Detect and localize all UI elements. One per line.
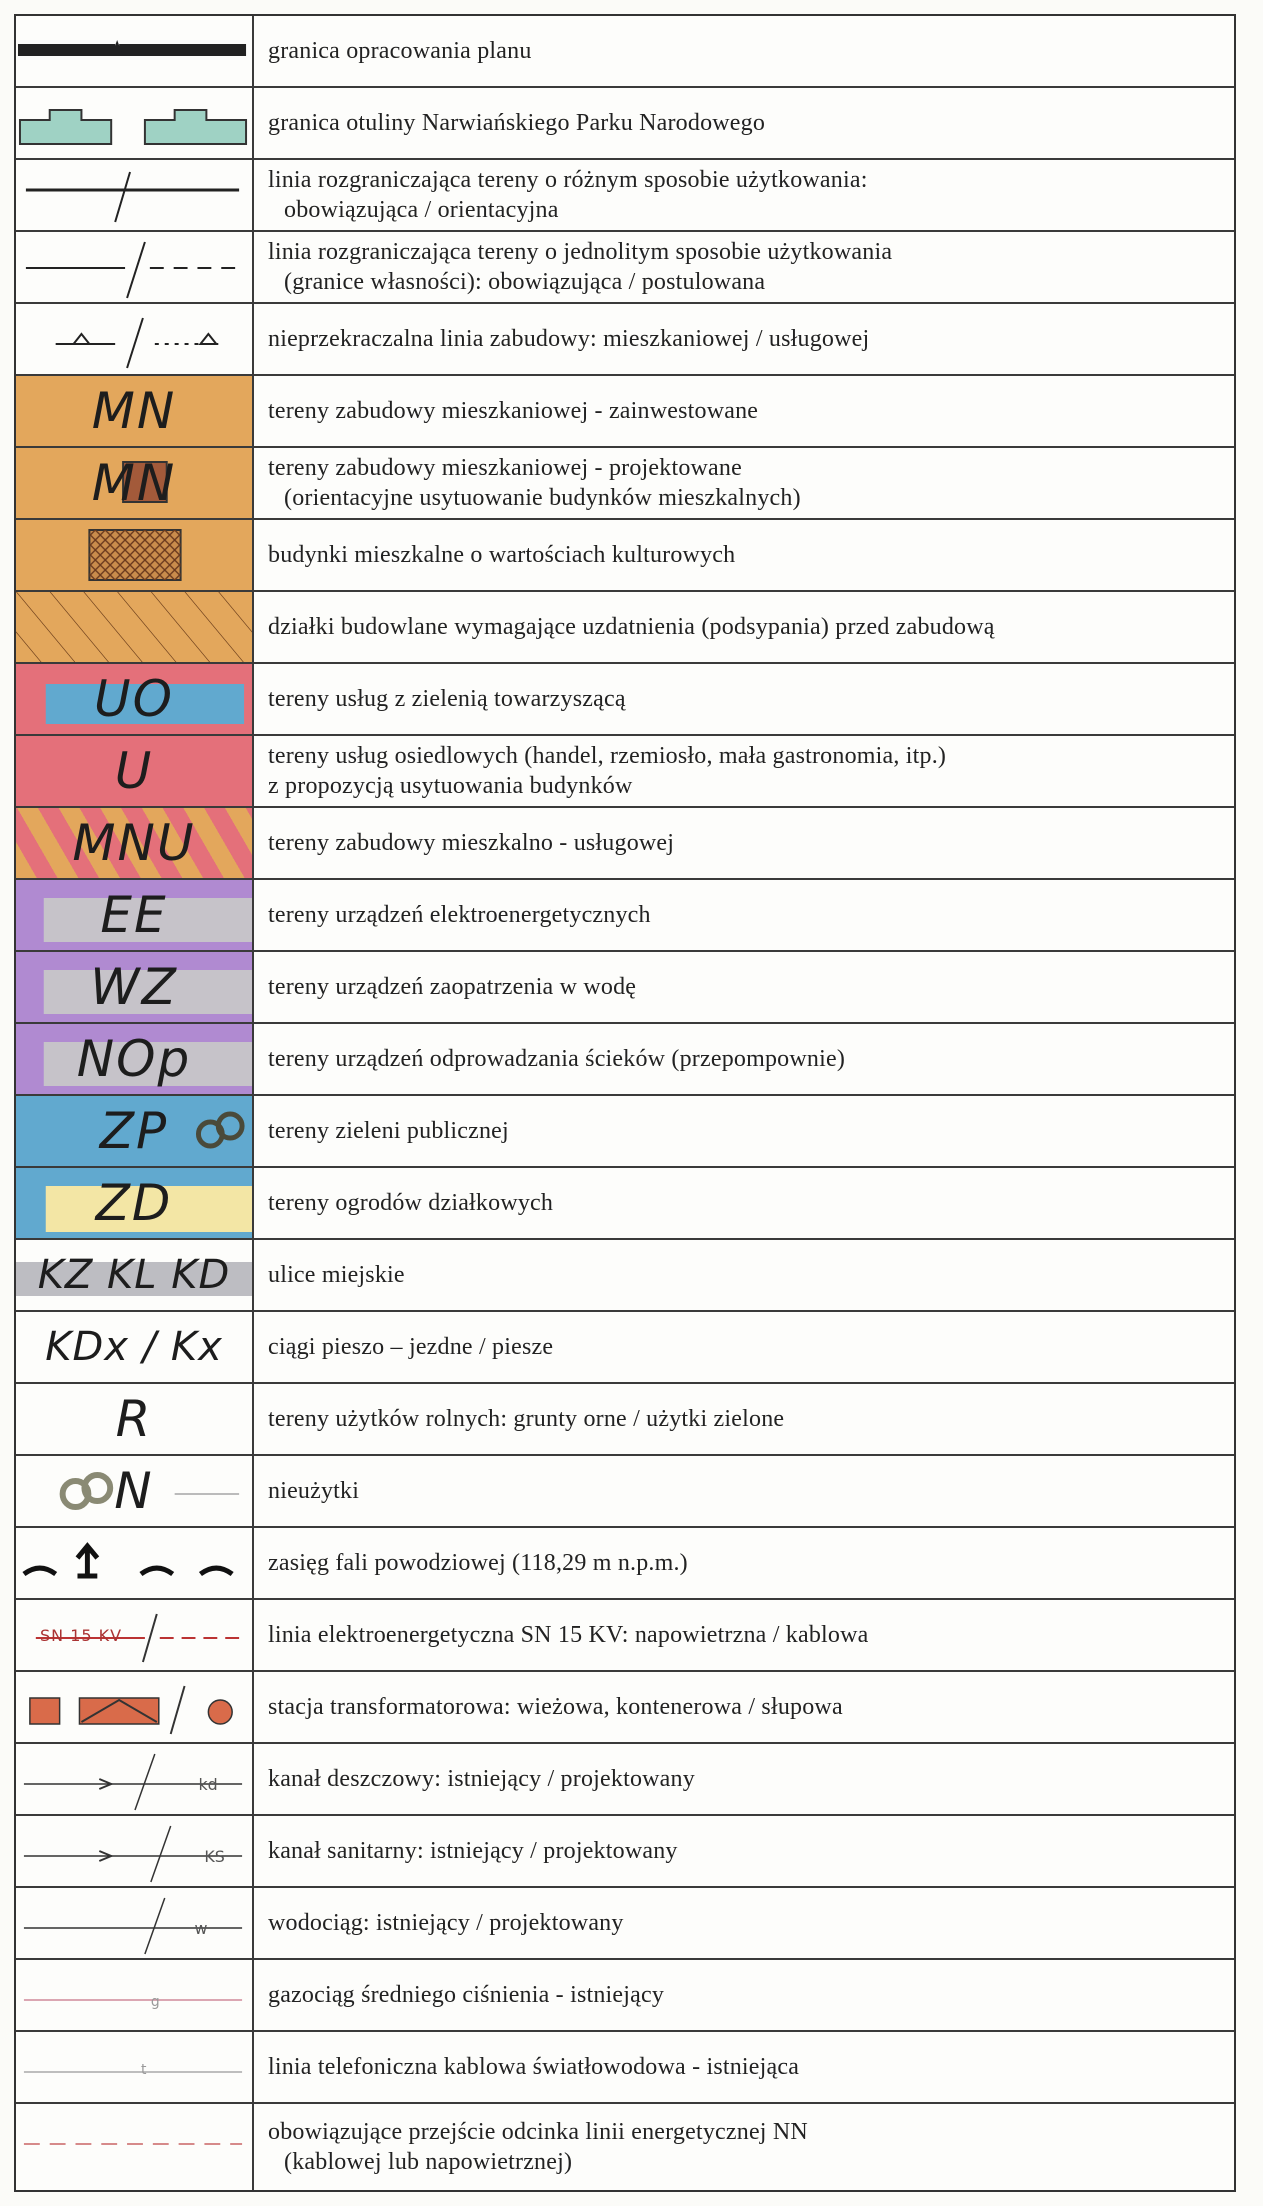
zone-code: R xyxy=(115,1390,153,1448)
heritage-building-swatch xyxy=(16,520,254,590)
property-line-symbol xyxy=(16,232,254,302)
power-crossing-symbol xyxy=(16,2104,254,2190)
sanitary-sewer-symbol xyxy=(16,1816,254,1886)
legend-row-power xyxy=(16,1600,1234,1672)
line-code: SN 15 KV xyxy=(40,1625,123,1645)
water-main-symbol xyxy=(16,1888,254,1958)
legend-row-uo xyxy=(16,664,1234,736)
legend-label: stacja transformatorowa: wieżowa, kontenerowa / słupowa xyxy=(268,1694,843,1720)
zone-code: ZD xyxy=(95,1174,173,1232)
services-swatch xyxy=(16,736,254,806)
legend-label: nieużytki xyxy=(268,1478,360,1504)
telecom-line-symbol xyxy=(16,2032,254,2102)
mixed-use-swatch xyxy=(16,808,254,878)
gas-pipe-symbol xyxy=(16,1960,254,2030)
legend-label: tereny zabudowy mieszkaniowej - zainwestowane xyxy=(268,398,759,424)
legend-row-building-line xyxy=(16,304,1234,376)
legend-label: granica opracowania planu xyxy=(268,38,532,64)
zone-code: KZ KL KD xyxy=(37,1252,231,1298)
legend-row-divider-diff xyxy=(16,160,1234,232)
wasteland-symbol xyxy=(16,1456,254,1526)
legend-row-water xyxy=(16,1888,1234,1960)
legend-row-gas xyxy=(16,1960,1234,2032)
legend-label: nieprzekraczalna linia zabudowy: mieszkaniowej / usługowej xyxy=(268,326,870,352)
legend-label: tereny urządzeń odprowadzania ścieków (przepompownie) xyxy=(268,1046,846,1072)
residential-planned-swatch xyxy=(16,448,254,518)
legend-row-buffer xyxy=(16,88,1234,160)
legend-label: ulice miejskie xyxy=(268,1262,405,1288)
legend-label-line2: z propozycją usytuowania budynków xyxy=(268,773,633,799)
legend-row-mn xyxy=(16,376,1234,448)
flood-range-symbol xyxy=(16,1528,254,1598)
plan-boundary-symbol xyxy=(16,16,254,86)
zone-code: NOp xyxy=(76,1030,192,1088)
legend-label: tereny zieleni publicznej xyxy=(268,1118,509,1144)
legend-row-streets xyxy=(16,1240,1234,1312)
svg-text:KS: KS xyxy=(204,1846,225,1867)
water-facilities-swatch xyxy=(16,952,254,1022)
legend-row-ee xyxy=(16,880,1234,952)
legend-row-flood xyxy=(16,1528,1234,1600)
zone-code: WZ xyxy=(90,958,178,1016)
transformer-symbol xyxy=(16,1672,254,1742)
legend-row-agri xyxy=(16,1384,1234,1456)
power-line-symbol xyxy=(16,1600,254,1670)
svg-text:kd: kd xyxy=(198,1774,218,1795)
park-buffer-symbol xyxy=(16,88,254,158)
legend-row-wz xyxy=(16,952,1234,1024)
streets-swatch xyxy=(16,1240,254,1310)
svg-text:g: g xyxy=(150,1993,160,2011)
legend-row-u xyxy=(16,736,1234,808)
legend-row-mnu xyxy=(16,808,1234,880)
legend-row-boundary xyxy=(16,16,1234,88)
allotments-swatch xyxy=(16,1168,254,1238)
legend-row-nop xyxy=(16,1024,1234,1096)
zone-code: MN xyxy=(91,382,177,440)
legend-label: kanał sanitarny: istniejący / projektowany xyxy=(268,1838,678,1864)
legend-row-plots xyxy=(16,592,1234,664)
legend-label: linia rozgraniczająca tereny o różnym sposobie użytkowania: xyxy=(268,167,868,193)
residential-existing-swatch xyxy=(16,376,254,446)
legend-row-storm xyxy=(16,1744,1234,1816)
zone-code: UO xyxy=(94,670,174,728)
storm-drain-symbol xyxy=(16,1744,254,1814)
legend-label: linia elektroenergetyczna SN 15 KV: napowietrzna / kablowa xyxy=(268,1622,869,1648)
legend-label: tereny urządzeń elektroenergetycznych xyxy=(268,902,651,928)
svg-text:w: w xyxy=(194,1918,208,1939)
legend-label: zasięg fali powodziowej (118,29 m n.p.m.) xyxy=(268,1550,688,1576)
legend-label: tereny zabudowy mieszkalno - usługowej xyxy=(268,830,675,856)
legend-label-line2: (kablowej lub napowietrznej) xyxy=(284,2149,573,2175)
plots-hatch-swatch xyxy=(16,592,254,662)
legend-row-transformer xyxy=(16,1672,1234,1744)
sewage-facilities-swatch xyxy=(16,1024,254,1094)
zone-code: MN xyxy=(91,454,177,512)
legend-label: tereny ogrodów działkowych xyxy=(268,1190,554,1216)
legend-label: gazociąg średniego ciśnienia - istniejący xyxy=(268,1982,665,2008)
agricultural-symbol xyxy=(16,1384,254,1454)
zone-code: KDx / Kx xyxy=(45,1324,223,1370)
legend-label: budynki mieszkalne o wartościach kulturowych xyxy=(268,542,736,568)
zone-code: EE xyxy=(100,886,168,944)
zone-code: ZP xyxy=(99,1102,169,1160)
legend-label: tereny urządzeń zaopatrzenia w wodę xyxy=(268,974,637,1000)
legend-row-wasteland xyxy=(16,1456,1234,1528)
legend-label: tereny usług osiedlowych (handel, rzemiosło, mała gastronomia, itp.) xyxy=(268,743,947,769)
legend-label: tereny usług z zielenią towarzyszącą xyxy=(268,686,626,712)
legend-label: linia rozgraniczająca tereny o jednolitym sposobie użytkowania xyxy=(268,239,893,265)
legend-label: kanał deszczowy: istniejący / projektowany xyxy=(268,1766,695,1792)
legend-label-line2: obowiązująca / orientacyjna xyxy=(284,197,559,223)
zone-code: MNU xyxy=(72,814,196,872)
legend-label: obowiązujące przejście odcinka linii energetycznej NN xyxy=(268,2119,808,2145)
legend-label: tereny użytków rolnych: grunty orne / użytki zielone xyxy=(268,1406,785,1432)
legend-row-paths xyxy=(16,1312,1234,1384)
svg-text:t: t xyxy=(140,2061,147,2079)
services-green-swatch xyxy=(16,664,254,734)
legend-row-crossing xyxy=(16,2104,1234,2190)
zone-code: U xyxy=(114,742,154,800)
legend-row-mn-proj xyxy=(16,448,1234,520)
legend-label: granica otuliny Narwiańskiego Parku Narodowego xyxy=(268,110,766,136)
legend-row-telecom xyxy=(16,2032,1234,2104)
legend-row-heritage xyxy=(16,520,1234,592)
legend-label: wodociąg: istniejący / projektowany xyxy=(268,1910,624,1936)
public-green-swatch xyxy=(16,1096,254,1166)
map-legend xyxy=(14,14,1236,2192)
zone-code: N xyxy=(114,1462,154,1520)
building-line-symbol xyxy=(16,304,254,374)
power-facilities-swatch xyxy=(16,880,254,950)
legend-row-sewer xyxy=(16,1816,1234,1888)
legend-label: linia telefoniczna kablowa światłowodowa - istniejąca xyxy=(268,2054,800,2080)
legend-row-divider-same xyxy=(16,232,1234,304)
divider-line-symbol xyxy=(16,160,254,230)
legend-label-line2: (orientacyjne usytuowanie budynków mieszkalnych) xyxy=(284,485,801,511)
paths-symbol xyxy=(16,1312,254,1382)
legend-label-line2: (granice własności): obowiązująca / postulowana xyxy=(284,269,766,295)
legend-row-zd xyxy=(16,1168,1234,1240)
legend-label: ciągi pieszo – jezdne / piesze xyxy=(268,1334,554,1360)
legend-label: działki budowlane wymagające uzdatnienia (podsypania) przed zabudową xyxy=(268,614,995,640)
legend-row-zp xyxy=(16,1096,1234,1168)
legend-label: tereny zabudowy mieszkaniowej - projektowane xyxy=(268,455,742,481)
